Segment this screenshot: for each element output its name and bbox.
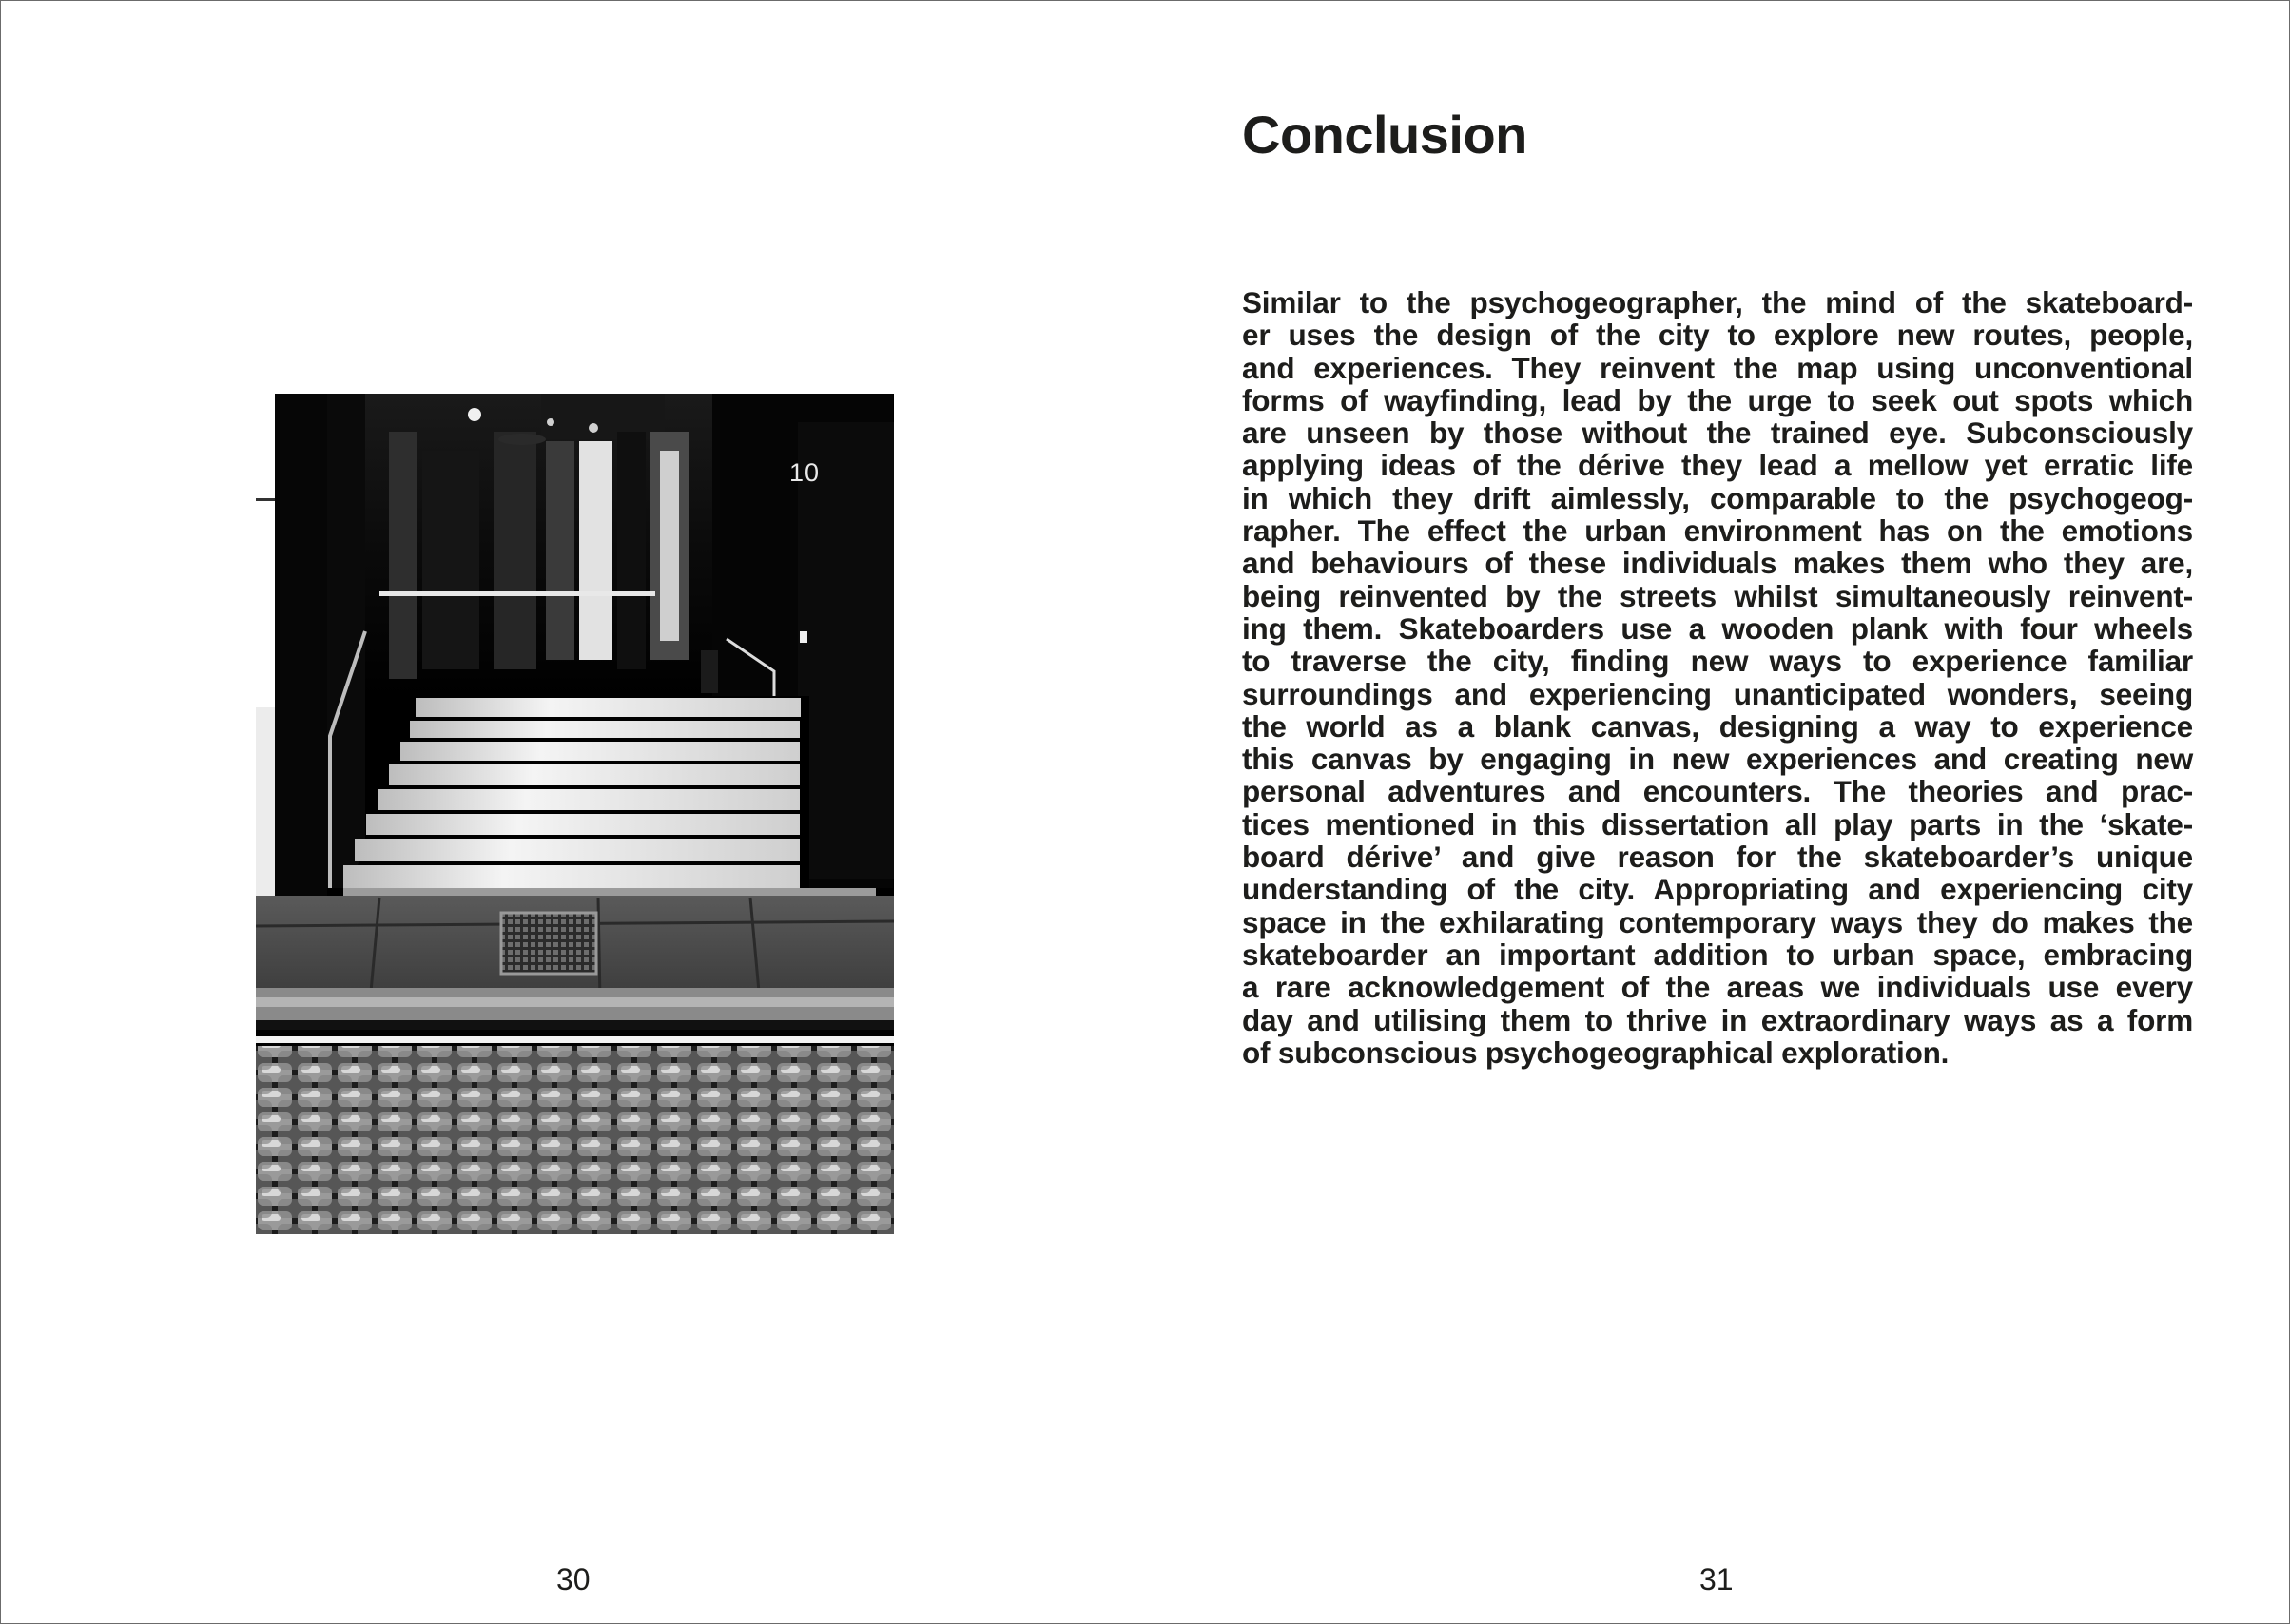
text-line: space in the exhilarating contemporary ways they do makes the xyxy=(1242,904,2193,939)
photo-illustration xyxy=(256,394,894,1234)
door-number: 10 xyxy=(789,458,821,487)
text-line: and behaviours of these individuals makes them who they are, xyxy=(1242,546,2193,581)
page-number-left: 30 xyxy=(556,1562,591,1596)
text-line: understanding of the city. Appropriating and experiencing city xyxy=(1242,872,2193,907)
text-line: this canvas by engaging in new experiences and creating new xyxy=(1242,742,2193,777)
text-line: skateboarder an important addition to urban space, embracing xyxy=(1242,937,2193,972)
text-line: ing them. Skateboarders use a wooden plank with four wheels xyxy=(1242,610,2193,646)
text-line: being reinvented by the streets whilst simultaneously reinvent- xyxy=(1242,578,2193,613)
left-page xyxy=(1,1,1145,1623)
street-stairs-photo xyxy=(256,394,894,1234)
text-line: day and utilising them to thrive in extraordinary ways as a form xyxy=(1242,1002,2193,1037)
page-number-right: 31 xyxy=(1699,1562,1734,1596)
text-line: of subconscious psychogeographical exploration. xyxy=(1242,1034,1950,1070)
right-page xyxy=(1145,1,2289,1623)
conclusion-paragraph xyxy=(1242,286,2193,1069)
text-line: Similar to the psychogeographer, the mind of the skateboard- xyxy=(1242,285,2193,319)
text-line: tices mentioned in this dissertation all play parts in the ‘skate- xyxy=(1242,806,2193,841)
chapter-heading: Conclusion xyxy=(1242,105,1527,164)
text-line: are unseen by those without the trained eye. Subconsciously xyxy=(1242,416,2193,451)
text-line: er uses the design of the city to explore new routes, people, xyxy=(1242,318,2193,353)
text-line: surroundings and experiencing unanticipated wonders, seeing xyxy=(1242,676,2193,711)
text-line: rapher. The effect the urban environment has on the emotions xyxy=(1242,513,2193,549)
text-line: a rare acknowledgement of the areas we individuals use every xyxy=(1242,970,2193,1005)
text-line: applying ideas of the dérive they lead a mellow yet erratic life xyxy=(1242,448,2193,483)
text-line: and experiences. They reinvent the map using unconventional xyxy=(1242,350,2193,385)
text-line: personal adventures and encounters. The theories and prac- xyxy=(1242,774,2193,809)
text-line: the world as a blank canvas, designing a way to experience xyxy=(1242,708,2193,744)
text-line: forms of wayfinding, lead by the urge to seek out spots which xyxy=(1242,382,2193,417)
text-line: to traverse the city, finding new ways to experience familiar xyxy=(1242,644,2193,679)
text-line: in which they drift aimlessly, comparable to the psychogeog- xyxy=(1242,480,2193,515)
text-line: board dérive’ and give reason for the skateboarder’s unique xyxy=(1242,840,2193,875)
